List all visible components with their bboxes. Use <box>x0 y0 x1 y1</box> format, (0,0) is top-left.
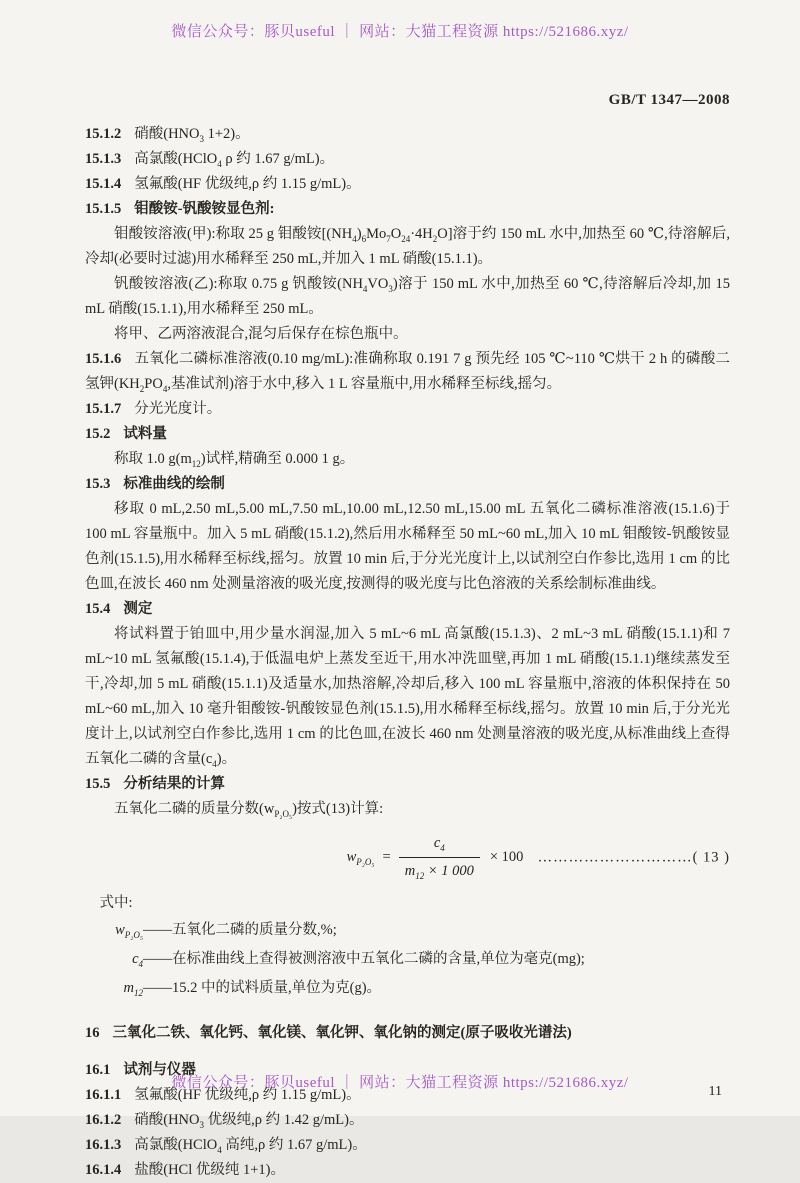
clause-number: 15.3 <box>85 476 111 492</box>
content-main <box>85 122 730 822</box>
formula-equation-number: …………………………( 13 ) <box>537 849 730 865</box>
formula-multiplier: × 100 <box>489 849 524 865</box>
clause-16.1.4 <box>85 1158 730 1183</box>
clause-text: 试剂与仪器 <box>123 1062 196 1078</box>
clause-text: 移取 0 mL,2.50 mL,5.00 mL,7.50 mL,10.00 mL,12.50 mL,15.00 mL 五氧化二磷标准溶液(15.1.6)于 100 mL 容量瓶中。加入 5 mL 硝酸(15.1.2),然后用水稀释至 50 mL~60 mL,加入 10 mL 钼酸铵-钒酸铵显色剂(15.1.5),用水稀释至标线,摇匀。放置 10 min 后,于分光光度计上,以试剂空白作参比,选用 1 cm 的比色皿,在波长 460 nm 处测量溶液的吸光度,按测得的吸光度与比色溶液的关系绘制标准曲线。 <box>85 501 730 592</box>
clause-number: 15.1.4 <box>85 176 122 192</box>
footer-watermark: 微信公众号：豚贝useful ｜ 网站：大猫工程资源 https://521686.xyz/ <box>171 1075 629 1091</box>
formula-equals: = <box>382 849 391 865</box>
clause-16 <box>85 1021 730 1046</box>
clause-15.5 <box>85 772 730 797</box>
clause-text: 五氧化二磷的质量分数$(w_{P_2O_5})$按式(13)计算: <box>114 801 384 819</box>
clause-15.1.5 <box>85 197 730 222</box>
clause-15.1.4 <box>85 172 730 197</box>
clause-number: 16 <box>85 1025 100 1041</box>
paragraph <box>85 447 730 472</box>
clause-text: 五氧化二磷标准溶液(0.10 mg/mL):准确称取 0.191 7 g 预先经 105 ℃~110 ℃烘干 2 h 的磷酸二氢钾($KH_2PO_4$,基准试剂)溶于水中,移入 1 L 容量瓶中,用水稀释至标线,摇匀。 <box>85 351 730 394</box>
clause-text: 测定 <box>123 601 153 617</box>
definition-term: $m_{12}$ <box>123 980 143 998</box>
clause-number: 15.4 <box>85 601 111 617</box>
clause-text: 盐酸(HCl 优级纯 1+1)。 <box>134 1162 286 1178</box>
paragraph <box>85 272 730 322</box>
clause-number: 16.1 <box>85 1062 111 1078</box>
clause-number: 16.1.4 <box>85 1162 122 1178</box>
definition-item <box>85 916 730 945</box>
clause-number: 15.1.6 <box>85 351 122 367</box>
clause-text: 将试料置于铂皿中,用少量水润湿,加入 5 mL~6 mL 高氯酸(15.1.3)、2 mL~3 mL 硝酸(15.1.1)和 7 mL~10 mL 氢氟酸(15.1.4),于低温电炉上蒸发至近干,用水冲洗皿壁,再加 1 mL 硝酸(15.1.1)继续蒸发至干,冷却,加 5 mL 硝酸(15.1.1)及适量水,加热溶解,冷却后,移入 100 mL 容量瓶中,溶液的体积保持在 50 mL~60 mL,加入 10 毫升钼酸铵-钒酸铵显色剂(15.1.5),用水稀释至标线,摇匀。放置 10 min 后,于分光光度计上,以试剂空白作参比,选用 1 cm 的比色皿,在波长 460 nm 处测量溶液的吸光度,从标准曲线上查得五氧化二磷的含量$(c_4)$。 <box>85 626 730 769</box>
paragraph <box>85 497 730 597</box>
formula-numerator: $c_4$ <box>433 835 445 853</box>
clause-text: 硝酸($HNO_3$ 1+2)。 <box>134 126 250 144</box>
clause-number: 16.1.2 <box>85 1112 122 1128</box>
clause-number: 15.1.5 <box>85 201 122 217</box>
paragraph <box>85 322 730 347</box>
page-content <box>85 122 730 1183</box>
page-number: 11 <box>708 1084 722 1099</box>
clause-number: 15.2 <box>85 426 111 442</box>
formula-lhs: $w_{P_2O_5}$ <box>346 849 375 867</box>
clause-number: 15.1.2 <box>85 126 122 142</box>
clause-15.4 <box>85 597 730 622</box>
clause-15.2 <box>85 422 730 447</box>
content-tail <box>85 1021 730 1183</box>
clause-text: 氢氟酸(HF 优级纯,ρ 约 1.15 g/mL)。 <box>134 1087 361 1103</box>
clause-text: 高氯酸(HClO$_4$ ρ 约 1.67 g/mL)。 <box>134 151 335 169</box>
definition-term: $w_{P_2O_5}$ <box>115 922 143 940</box>
paragraph <box>85 622 730 772</box>
clause-text: 钒酸铵溶液(乙):称取 0.75 g 钒酸铵$(NH_4VO_3)$溶于 150 mL 水中,加热至 60 ℃,待溶解后冷却,加 15 mL 硝酸(15.1.1),用水稀释至 250 mL。 <box>85 276 730 317</box>
clause-16.1.2 <box>85 1108 730 1133</box>
definition-term: $c_4$ <box>132 951 143 969</box>
clause-text: 称取 1.0 $g(m_{12})$试样,精确至 0.000 1 g。 <box>114 451 355 469</box>
clause-text: 钼酸铵溶液(甲):称取 25 g 钼酸铵$[(NH_4)_6Mo_7O_{24}\cdot 4H_2O]$溶于约 150 mL 水中,加热至 60 ℃,待溶解后,冷却(必要时过滤)用水稀释至 250 mL,并加入 1 mL 硝酸(15.1.1)。 <box>85 226 730 267</box>
clause-number: 15.1.7 <box>85 401 122 417</box>
clause-text: 将甲、乙两溶液混合,混匀后保存在棕色瓶中。 <box>114 326 408 342</box>
clause-text: 硝酸($HNO_3$ 优级纯,ρ 约 1.42 g/mL)。 <box>134 1112 364 1130</box>
paragraph <box>85 222 730 272</box>
where-list <box>85 916 730 1003</box>
clause-text: 试料量 <box>123 426 167 442</box>
where-label: 式中: <box>99 895 133 911</box>
paragraph <box>85 797 730 822</box>
definition-item <box>85 974 730 1003</box>
clause-text: 分光光度计。 <box>134 401 222 417</box>
clause-15.3 <box>85 472 730 497</box>
formula-denominator: $m_{12} \times 1$ 000 <box>399 857 480 884</box>
clause-text: 氢氟酸(HF 优级纯,ρ 约 1.15 g/mL)。 <box>134 176 361 192</box>
clause-15.1.7 <box>85 397 730 422</box>
clause-text: 分析结果的计算 <box>123 776 225 792</box>
header-watermark: 微信公众号：豚贝useful ｜ 网站：大猫工程资源 https://521686.xyz/ <box>171 24 629 40</box>
clause-15.1.2 <box>85 122 730 147</box>
clause-text: 三氧化二铁、氧化钙、氧化镁、氧化钾、氧化钠的测定(原子吸收光谱法) <box>112 1025 572 1041</box>
definition-item <box>85 945 730 974</box>
definition-desc: ——15.2 中的试料质量,单位为克(g)。 <box>143 980 382 996</box>
definition-desc: ——在标准曲线上查得被测溶液中五氧化二磷的含量,单位为毫克(mg); <box>143 951 585 967</box>
clause-text: 标准曲线的绘制 <box>123 476 225 492</box>
clause-number: 16.1.1 <box>85 1087 122 1103</box>
clause-text: 高氯酸(HClO$_4$ 高纯,ρ 约 1.67 g/mL)。 <box>134 1137 367 1155</box>
clause-15.1.6 <box>85 347 730 397</box>
clause-16.1.3 <box>85 1133 730 1158</box>
clause-number: 16.1.3 <box>85 1137 122 1153</box>
formula-13 <box>85 831 730 884</box>
standard-code: GB/T 1347—2008 <box>608 92 730 108</box>
formula-fraction <box>399 831 480 884</box>
clause-text: 钼酸铵-钒酸铵显色剂: <box>134 201 275 217</box>
clause-number: 15.5 <box>85 776 111 792</box>
definition-desc: ——五氧化二磷的质量分数,%; <box>143 922 337 938</box>
clause-15.1.3 <box>85 147 730 172</box>
clause-number: 15.1.3 <box>85 151 122 167</box>
